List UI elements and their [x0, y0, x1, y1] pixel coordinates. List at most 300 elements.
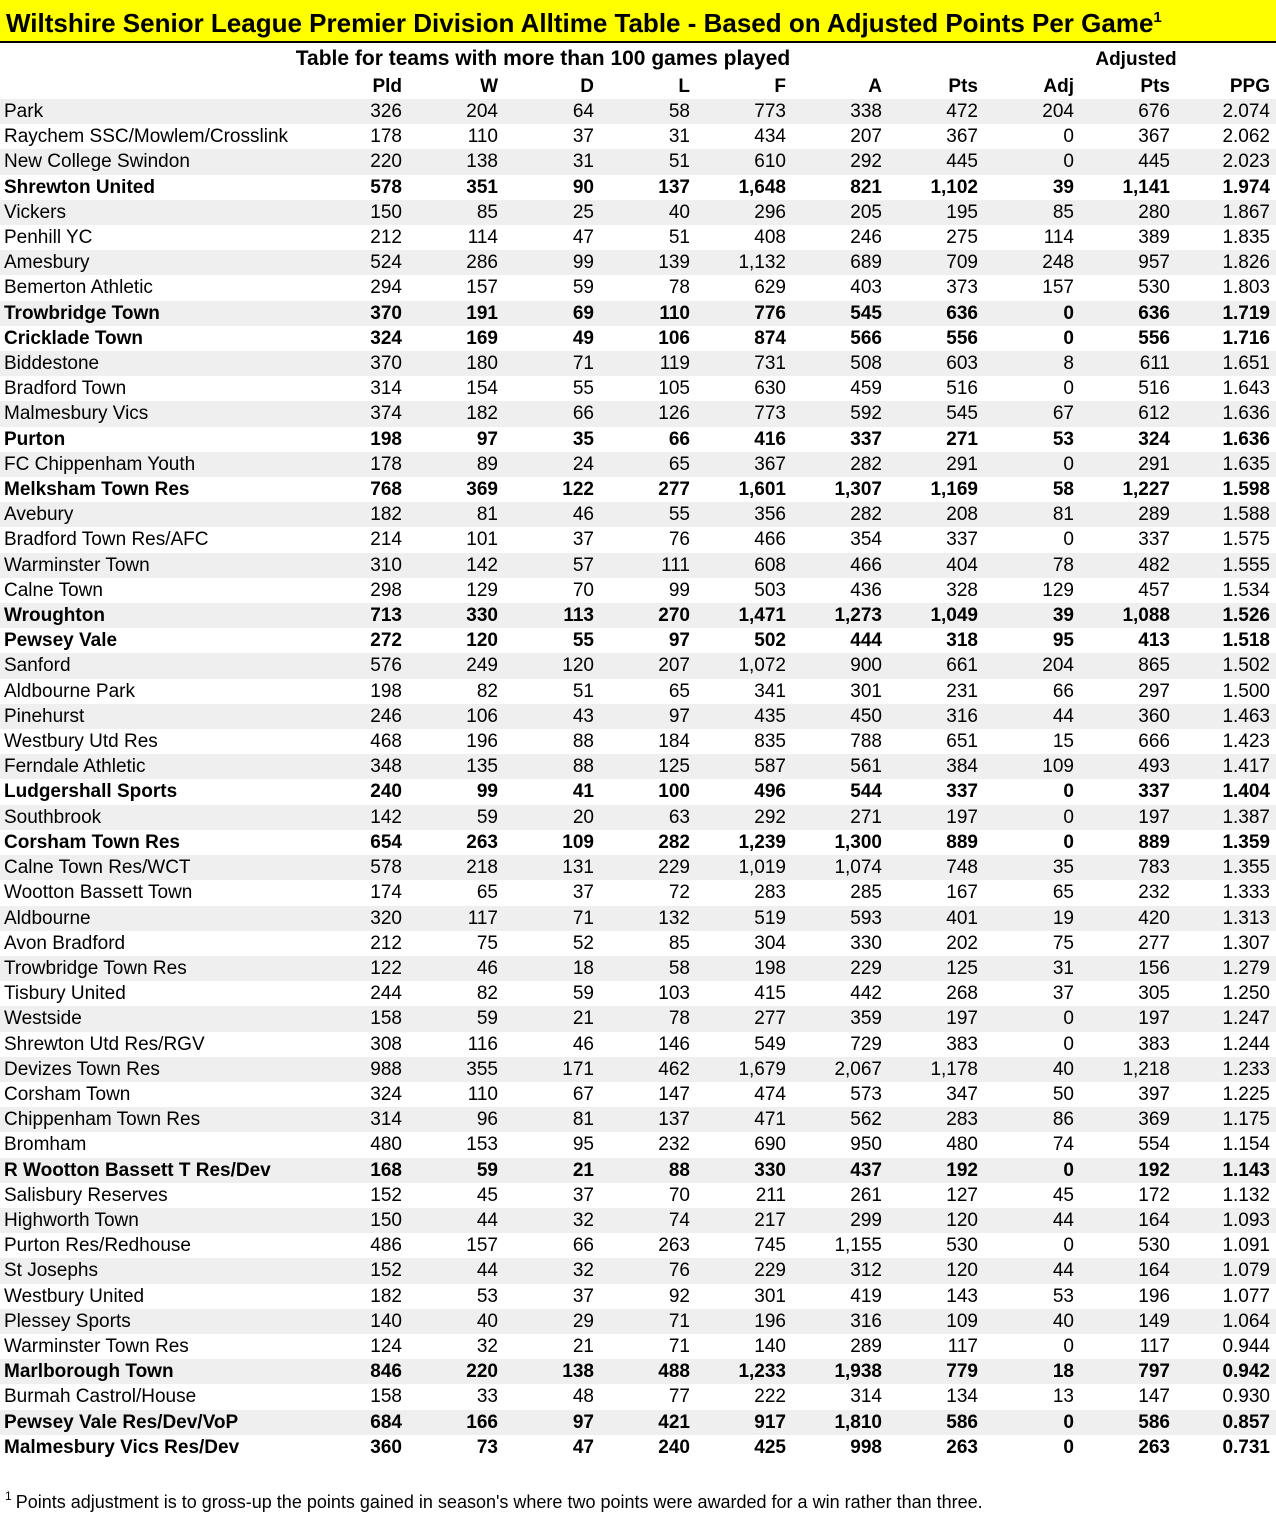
cell-adj: 0: [984, 301, 1080, 326]
cell-pld: 244: [312, 981, 408, 1006]
cell-ppg: 1.079: [1176, 1258, 1276, 1283]
cell-ppg: 1.974: [1176, 175, 1276, 200]
cell-adjusted-pts: 413: [1080, 628, 1176, 653]
cell-pld: 374: [312, 401, 408, 426]
cell-adj: 53: [984, 427, 1080, 452]
cell-adjusted-pts: 1,141: [1080, 175, 1176, 200]
title-footnote-mark: 1: [1153, 9, 1162, 26]
team-name: Bromham: [0, 1132, 312, 1157]
cell-w: 330: [408, 603, 504, 628]
cell-w: 59: [408, 1158, 504, 1183]
cell-pts: 603: [888, 351, 984, 376]
cell-a: 950: [792, 1132, 888, 1157]
cell-adj: 53: [984, 1284, 1080, 1309]
cell-d: 18: [504, 956, 600, 981]
cell-ppg: 1.417: [1176, 754, 1276, 779]
cell-pts: 367: [888, 124, 984, 149]
cell-a: 689: [792, 250, 888, 275]
cell-w: 101: [408, 527, 504, 552]
cell-a: 566: [792, 326, 888, 351]
cell-a: 998: [792, 1435, 888, 1460]
cell-d: 41: [504, 779, 600, 804]
cell-adj: 0: [984, 1158, 1080, 1183]
cell-adj: 44: [984, 1258, 1080, 1283]
cell-f: 587: [696, 754, 792, 779]
cell-a: 466: [792, 553, 888, 578]
cell-l: 63: [600, 805, 696, 830]
team-name: Southbrook: [0, 805, 312, 830]
cell-adjusted-pts: 149: [1080, 1309, 1176, 1334]
cell-d: 43: [504, 704, 600, 729]
team-name: New College Swindon: [0, 149, 312, 174]
cell-adjusted-pts: 305: [1080, 981, 1176, 1006]
cell-w: 157: [408, 1233, 504, 1258]
cell-adj: 39: [984, 603, 1080, 628]
cell-d: 47: [504, 1435, 600, 1460]
cell-a: 729: [792, 1032, 888, 1057]
cell-pld: 314: [312, 376, 408, 401]
cell-d: 67: [504, 1082, 600, 1107]
cell-f: 1,239: [696, 830, 792, 855]
cell-pts: 709: [888, 250, 984, 275]
team-name: Malmesbury Vics: [0, 401, 312, 426]
cell-w: 263: [408, 830, 504, 855]
cell-a: 437: [792, 1158, 888, 1183]
cell-adjusted-pts: 197: [1080, 805, 1176, 830]
cell-d: 52: [504, 931, 600, 956]
cell-l: 97: [600, 704, 696, 729]
cell-f: 496: [696, 779, 792, 804]
team-name: Aldbourne: [0, 906, 312, 931]
cell-pld: 150: [312, 1208, 408, 1233]
page-title: [0, 0, 1276, 43]
cell-pts: 373: [888, 275, 984, 300]
cell-adj: 0: [984, 1410, 1080, 1435]
cell-pts: 268: [888, 981, 984, 1006]
cell-pld: 314: [312, 1107, 408, 1132]
cell-pld: 294: [312, 275, 408, 300]
cell-f: 471: [696, 1107, 792, 1132]
cell-pld: 578: [312, 175, 408, 200]
cell-a: 1,307: [792, 477, 888, 502]
cell-d: 20: [504, 805, 600, 830]
cell-f: 434: [696, 124, 792, 149]
cell-adjusted-pts: 530: [1080, 275, 1176, 300]
cell-adj: 0: [984, 124, 1080, 149]
cell-adj: 0: [984, 527, 1080, 552]
team-name: Pinehurst: [0, 704, 312, 729]
table-row: [0, 452, 1276, 477]
table-row: [0, 830, 1276, 855]
cell-w: 85: [408, 200, 504, 225]
cell-d: 21: [504, 1334, 600, 1359]
team-name: Vickers: [0, 200, 312, 225]
header-adjusted-pts: Pts: [1140, 76, 1170, 97]
table-row: [0, 679, 1276, 704]
cell-adjusted-pts: 1,088: [1080, 603, 1176, 628]
cell-ppg: 1.643: [1176, 376, 1276, 401]
team-name: Bradford Town: [0, 376, 312, 401]
cell-pts: 1,178: [888, 1057, 984, 1082]
cell-a: 561: [792, 754, 888, 779]
cell-pld: 468: [312, 729, 408, 754]
cell-adj: 204: [984, 99, 1080, 124]
cell-f: 196: [696, 1309, 792, 1334]
cell-f: 140: [696, 1334, 792, 1359]
cell-pts: 275: [888, 225, 984, 250]
header-adj: Adj: [1043, 76, 1074, 97]
cell-adjusted-pts: 367: [1080, 124, 1176, 149]
cell-f: 629: [696, 275, 792, 300]
table-row: [0, 200, 1276, 225]
cell-ppg: 1.244: [1176, 1032, 1276, 1057]
cell-pld: 988: [312, 1057, 408, 1082]
cell-l: 99: [600, 578, 696, 603]
team-name: Westside: [0, 1006, 312, 1031]
cell-f: 1,648: [696, 175, 792, 200]
cell-d: 37: [504, 527, 600, 552]
cell-a: 314: [792, 1384, 888, 1409]
table-row: [0, 855, 1276, 880]
cell-w: 204: [408, 99, 504, 124]
cell-pts: 1,102: [888, 175, 984, 200]
cell-a: 444: [792, 628, 888, 653]
cell-adjusted-pts: 337: [1080, 527, 1176, 552]
cell-f: 1,233: [696, 1359, 792, 1384]
team-name: Shrewton Utd Res/RGV: [0, 1032, 312, 1057]
table-row: [0, 805, 1276, 830]
cell-ppg: 1.555: [1176, 553, 1276, 578]
header-a: A: [868, 76, 882, 97]
cell-f: 416: [696, 427, 792, 452]
cell-a: 593: [792, 906, 888, 931]
cell-f: 1,471: [696, 603, 792, 628]
header-pts: Pts: [948, 76, 978, 97]
cell-ppg: 2.074: [1176, 99, 1276, 124]
cell-d: 64: [504, 99, 600, 124]
cell-l: 103: [600, 981, 696, 1006]
cell-f: 776: [696, 301, 792, 326]
cell-d: 113: [504, 603, 600, 628]
cell-pts: 109: [888, 1309, 984, 1334]
cell-adjusted-pts: 889: [1080, 830, 1176, 855]
cell-a: 508: [792, 351, 888, 376]
table-row: [0, 704, 1276, 729]
cell-adj: 204: [984, 653, 1080, 678]
cell-a: 1,810: [792, 1410, 888, 1435]
cell-f: 304: [696, 931, 792, 956]
cell-pts: 1,049: [888, 603, 984, 628]
cell-adj: 67: [984, 401, 1080, 426]
cell-f: 217: [696, 1208, 792, 1233]
cell-ppg: 0.942: [1176, 1359, 1276, 1384]
table-row: [0, 124, 1276, 149]
cell-w: 110: [408, 124, 504, 149]
cell-l: 139: [600, 250, 696, 275]
cell-f: 415: [696, 981, 792, 1006]
cell-d: 37: [504, 1284, 600, 1309]
cell-l: 65: [600, 452, 696, 477]
cell-d: 69: [504, 301, 600, 326]
cell-pld: 182: [312, 502, 408, 527]
cell-ppg: 1.588: [1176, 502, 1276, 527]
table-row: [0, 956, 1276, 981]
cell-ppg: 1.359: [1176, 830, 1276, 855]
cell-d: 32: [504, 1258, 600, 1283]
cell-a: 282: [792, 452, 888, 477]
cell-a: 573: [792, 1082, 888, 1107]
cell-pld: 308: [312, 1032, 408, 1057]
cell-adjusted-pts: 172: [1080, 1183, 1176, 1208]
cell-adj: 65: [984, 880, 1080, 905]
cell-w: 99: [408, 779, 504, 804]
cell-pts: 384: [888, 754, 984, 779]
team-name: Pewsey Vale: [0, 628, 312, 653]
cell-ppg: 1.716: [1176, 326, 1276, 351]
cell-pld: 348: [312, 754, 408, 779]
table-row: [0, 1082, 1276, 1107]
cell-pld: 220: [312, 149, 408, 174]
cell-d: 51: [504, 679, 600, 704]
team-name: Corsham Town: [0, 1082, 312, 1107]
cell-adjusted-pts: 164: [1080, 1208, 1176, 1233]
cell-l: 58: [600, 956, 696, 981]
cell-adj: 44: [984, 1208, 1080, 1233]
cell-pts: 779: [888, 1359, 984, 1384]
cell-pts: 231: [888, 679, 984, 704]
cell-a: 285: [792, 880, 888, 905]
cell-w: 286: [408, 250, 504, 275]
team-name: Purton Res/Redhouse: [0, 1233, 312, 1258]
cell-a: 282: [792, 502, 888, 527]
team-name: St Josephs: [0, 1258, 312, 1283]
cell-f: 367: [696, 452, 792, 477]
cell-pts: 318: [888, 628, 984, 653]
table-row: [0, 351, 1276, 376]
cell-adjusted-pts: 556: [1080, 326, 1176, 351]
cell-adj: 40: [984, 1057, 1080, 1082]
cell-w: 129: [408, 578, 504, 603]
cell-pts: 202: [888, 931, 984, 956]
cell-a: 821: [792, 175, 888, 200]
cell-ppg: 1.598: [1176, 477, 1276, 502]
cell-d: 31: [504, 149, 600, 174]
cell-adj: 0: [984, 1334, 1080, 1359]
cell-adj: 18: [984, 1359, 1080, 1384]
cell-l: 137: [600, 1107, 696, 1132]
cell-pts: 530: [888, 1233, 984, 1258]
cell-pld: 142: [312, 805, 408, 830]
cell-l: 100: [600, 779, 696, 804]
cell-pld: 320: [312, 906, 408, 931]
cell-w: 46: [408, 956, 504, 981]
table-row: [0, 628, 1276, 653]
cell-pld: 524: [312, 250, 408, 275]
cell-pld: 576: [312, 653, 408, 678]
cell-pts: 120: [888, 1258, 984, 1283]
cell-f: 1,072: [696, 653, 792, 678]
table-row: [0, 1258, 1276, 1283]
cell-adj: 129: [984, 578, 1080, 603]
footnote-mark: 1: [5, 1489, 12, 1503]
cell-w: 82: [408, 679, 504, 704]
cell-a: 442: [792, 981, 888, 1006]
cell-a: 354: [792, 527, 888, 552]
cell-w: 114: [408, 225, 504, 250]
cell-adj: 0: [984, 779, 1080, 804]
cell-w: 106: [408, 704, 504, 729]
cell-adj: 58: [984, 477, 1080, 502]
cell-w: 89: [408, 452, 504, 477]
cell-l: 125: [600, 754, 696, 779]
cell-f: 519: [696, 906, 792, 931]
table-row: [0, 1032, 1276, 1057]
team-name: Burmah Castrol/House: [0, 1384, 312, 1409]
cell-l: 78: [600, 275, 696, 300]
cell-ppg: 1.803: [1176, 275, 1276, 300]
cell-ppg: 1.636: [1176, 401, 1276, 426]
cell-pts: 1,169: [888, 477, 984, 502]
cell-f: 610: [696, 149, 792, 174]
cell-adj: 0: [984, 452, 1080, 477]
cell-pts: 556: [888, 326, 984, 351]
adjusted-group-header: Adjusted: [1095, 49, 1177, 70]
cell-adj: 45: [984, 1183, 1080, 1208]
cell-l: 72: [600, 880, 696, 905]
team-name: Chippenham Town Res: [0, 1107, 312, 1132]
cell-a: 788: [792, 729, 888, 754]
cell-pts: 208: [888, 502, 984, 527]
header-w: W: [480, 76, 498, 97]
cell-pts: 291: [888, 452, 984, 477]
cell-ppg: 1.526: [1176, 603, 1276, 628]
cell-adj: 114: [984, 225, 1080, 250]
cell-d: 29: [504, 1309, 600, 1334]
cell-adj: 0: [984, 326, 1080, 351]
cell-f: 222: [696, 1384, 792, 1409]
cell-d: 32: [504, 1208, 600, 1233]
cell-l: 277: [600, 477, 696, 502]
cell-adj: 74: [984, 1132, 1080, 1157]
cell-adj: 86: [984, 1107, 1080, 1132]
cell-d: 109: [504, 830, 600, 855]
cell-pld: 360: [312, 1435, 408, 1460]
cell-l: 137: [600, 175, 696, 200]
cell-adj: 66: [984, 679, 1080, 704]
cell-ppg: 1.387: [1176, 805, 1276, 830]
cell-d: 46: [504, 502, 600, 527]
cell-l: 92: [600, 1284, 696, 1309]
team-name: Calne Town: [0, 578, 312, 603]
cell-ppg: 1.250: [1176, 981, 1276, 1006]
table-row: [0, 275, 1276, 300]
team-name: Tisbury United: [0, 981, 312, 1006]
cell-f: 731: [696, 351, 792, 376]
table-row: [0, 880, 1276, 905]
cell-pts: 480: [888, 1132, 984, 1157]
cell-adj: 35: [984, 855, 1080, 880]
cell-pts: 661: [888, 653, 984, 678]
cell-w: 120: [408, 628, 504, 653]
cell-pld: 370: [312, 351, 408, 376]
cell-adj: 44: [984, 704, 1080, 729]
cell-l: 74: [600, 1208, 696, 1233]
cell-l: 51: [600, 225, 696, 250]
cell-adjusted-pts: 196: [1080, 1284, 1176, 1309]
cell-a: 1,155: [792, 1233, 888, 1258]
cell-w: 196: [408, 729, 504, 754]
cell-w: 138: [408, 149, 504, 174]
cell-f: 630: [696, 376, 792, 401]
cell-pts: 586: [888, 1410, 984, 1435]
team-name: Aldbourne Park: [0, 679, 312, 704]
cell-l: 119: [600, 351, 696, 376]
cell-pts: 197: [888, 1006, 984, 1031]
team-name: Amesbury: [0, 250, 312, 275]
table-row: [0, 99, 1276, 124]
cell-ppg: 1.154: [1176, 1132, 1276, 1157]
cell-adjusted-pts: 420: [1080, 906, 1176, 931]
cell-pld: 150: [312, 200, 408, 225]
cell-pld: 178: [312, 124, 408, 149]
cell-d: 24: [504, 452, 600, 477]
cell-adj: 78: [984, 553, 1080, 578]
cell-d: 37: [504, 124, 600, 149]
team-name: Avon Bradford: [0, 931, 312, 956]
cell-adjusted-pts: 493: [1080, 754, 1176, 779]
cell-d: 35: [504, 427, 600, 452]
cell-adj: 31: [984, 956, 1080, 981]
cell-w: 351: [408, 175, 504, 200]
cell-l: 97: [600, 628, 696, 653]
cell-pts: 337: [888, 779, 984, 804]
cell-w: 218: [408, 855, 504, 880]
header-ppg: PPG: [1229, 76, 1270, 97]
cell-pts: 651: [888, 729, 984, 754]
cell-l: 105: [600, 376, 696, 401]
title-text: Wiltshire Senior League Premier Division Alltime Table - Based on Adjusted Points Per Game: [6, 8, 1154, 38]
cell-l: 76: [600, 527, 696, 552]
cell-adjusted-pts: 164: [1080, 1258, 1176, 1283]
cell-ppg: 1.518: [1176, 628, 1276, 653]
cell-f: 356: [696, 502, 792, 527]
cell-adjusted-pts: 117: [1080, 1334, 1176, 1359]
table-subtitle: Table for teams with more than 100 games played: [295, 47, 791, 70]
cell-pld: 768: [312, 477, 408, 502]
cell-pts: 472: [888, 99, 984, 124]
table-row: [0, 779, 1276, 804]
cell-pld: 370: [312, 301, 408, 326]
cell-ppg: 1.143: [1176, 1158, 1276, 1183]
table-row: [0, 1006, 1276, 1031]
cell-l: 462: [600, 1057, 696, 1082]
cell-pts: 263: [888, 1435, 984, 1460]
team-name: Wootton Bassett Town: [0, 880, 312, 905]
cell-adjusted-pts: 297: [1080, 679, 1176, 704]
cell-adj: 0: [984, 1006, 1080, 1031]
team-name: Melksham Town Res: [0, 477, 312, 502]
cell-f: 1,679: [696, 1057, 792, 1082]
cell-w: 169: [408, 326, 504, 351]
cell-d: 55: [504, 376, 600, 401]
cell-l: 132: [600, 906, 696, 931]
table-body: [0, 99, 1276, 1460]
cell-l: 240: [600, 1435, 696, 1460]
cell-a: 545: [792, 301, 888, 326]
cell-f: 425: [696, 1435, 792, 1460]
team-name: Calne Town Res/WCT: [0, 855, 312, 880]
cell-pts: 120: [888, 1208, 984, 1233]
